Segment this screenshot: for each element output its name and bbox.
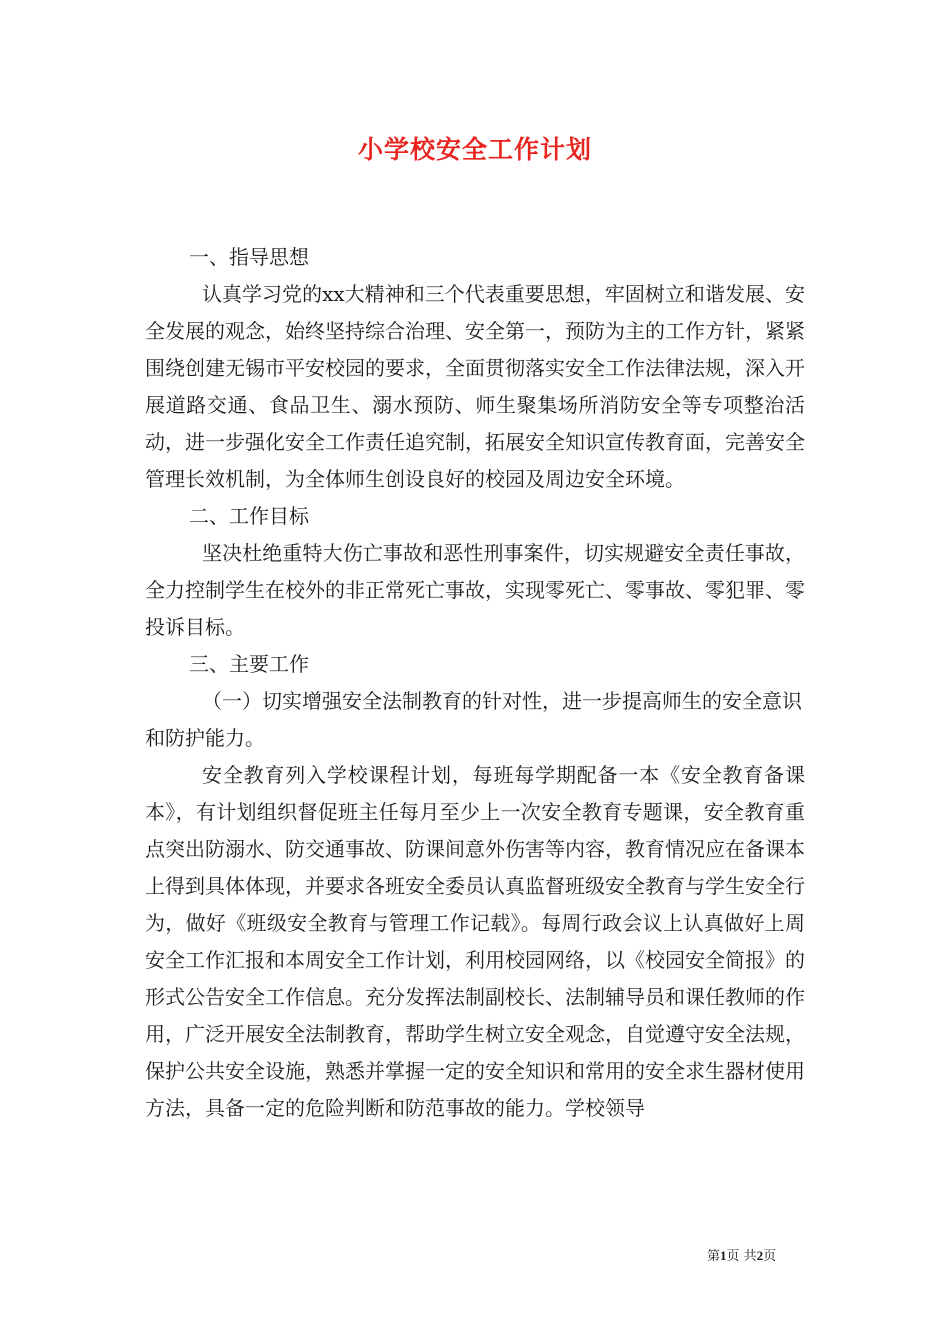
footer-prefix: 第 — [707, 1249, 721, 1264]
section-heading-main-work: 三、主要工作 — [189, 652, 309, 676]
paragraph-work-goals: 坚决杜绝重特大伤亡事故和恶性刑事案件，切实规避安全责任事故，全力控制学生在校外的非正常死亡事故，实现零死亡、零事故、零犯罪、零投诉目标。 — [145, 541, 805, 639]
current-page-number: 1 — [720, 1248, 727, 1263]
section-heading-guiding-ideology: 一、指导思想 — [189, 245, 309, 269]
paragraph-safety-education: 安全教育列入学校课程计划，每班每学期配备一本《安全教育备课本》，有计划组织督促班主任每月至少上一次安全教育专题课，安全教育重点突出防溺水、防交通事故、防课间意外伤害等内容，教育情况应在备课本上得到具体体现，并要求各班安全委员认真监督班级安全教育与学生安全行为，做好《班级安全教育与管理工作记载》。每周行政会议上认真做好上周安全工作汇报和本周安全工作计划，利用校园网络，以《校园安全简报》的形式公告安全工作信息。充分发挥法制副校长、法制辅导员和课任教师的作用，广泛开展安全法制教育，帮助学生树立安全观念，自觉遵守安全法规，保护公共安全设施，熟悉并掌握一定的安全知识和常用的安全求生器材使用方法，具备一定的危险判断和防范事故的能力。学校领导 — [145, 763, 805, 1120]
page-number-footer — [707, 1247, 776, 1266]
page-title: 小学校安全工作计划 — [357, 135, 592, 164]
footer-middle: 页 共 — [726, 1249, 757, 1264]
document-body — [145, 239, 805, 1127]
total-page-number: 2 — [756, 1248, 764, 1263]
section-heading-work-goals: 二、工作目标 — [189, 504, 309, 528]
subsection-heading-safety-education: （一）切实增强安全法制教育的针对性，进一步提高师生的安全意识和防护能力。 — [145, 689, 802, 750]
footer-suffix: 页 — [763, 1249, 777, 1264]
paragraph-guiding-ideology: 认真学习党的xx大精神和三个代表重要思想，牢固树立和谐发展、安全发展的观念，始终坚持综合治理、安全第一，预防为主的工作方针，紧紧围绕创建无锡市平安校园的要求，全面贯彻落实安全工作法律法规，深入开展道路交通、食品卫生、溺水预防、师生聚集场所消防安全等专项整治活动，进一步强化安全工作责任追究制，拓展安全知识宣传教育面，完善安全管理长效机制，为全体师生创设良好的校园及周边安全环境。 — [145, 282, 805, 491]
